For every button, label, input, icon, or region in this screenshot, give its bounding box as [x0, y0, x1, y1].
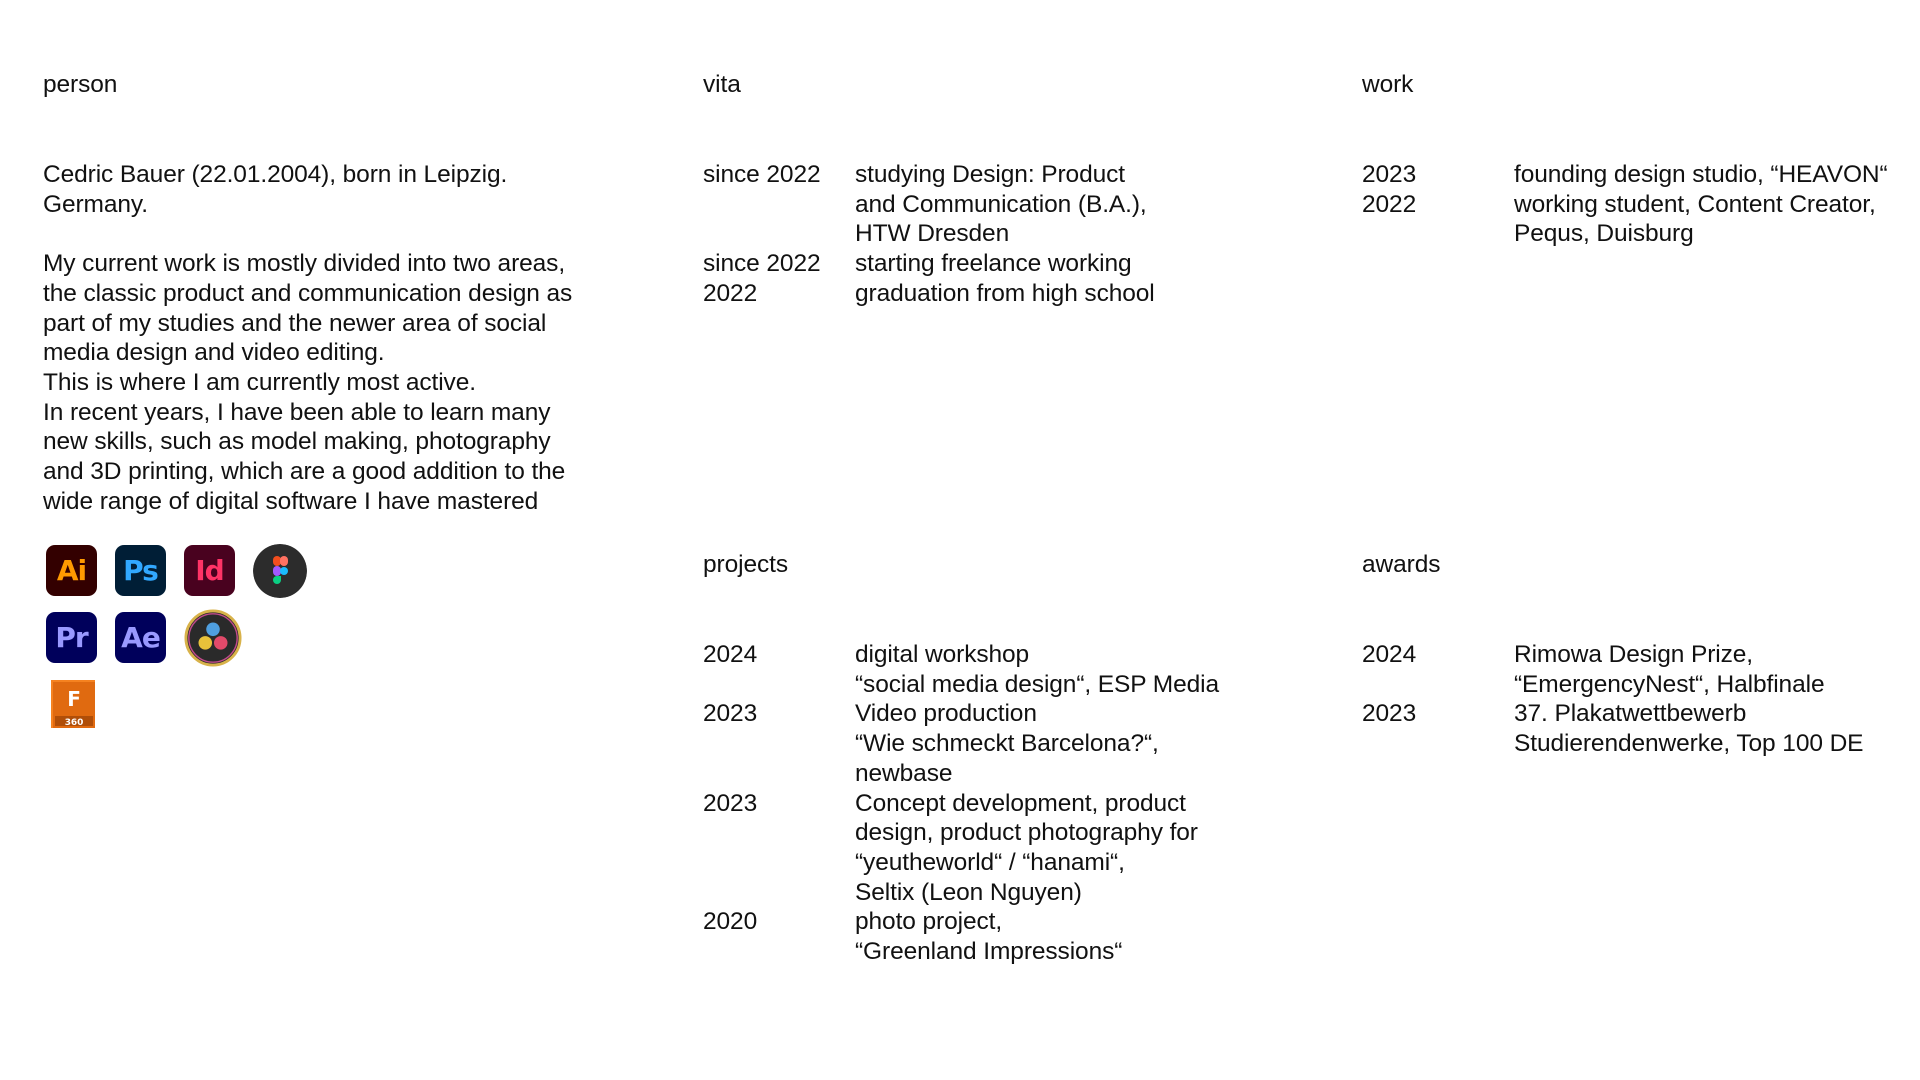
software-icon-row [46, 612, 336, 663]
award-entry [1362, 640, 1907, 699]
work-entry [1362, 160, 1907, 190]
work-year: 2023 [1362, 161, 1417, 188]
projects-list [703, 640, 1303, 967]
person-body-2: In recent years, I have been able to learn many new skills, such as model making, photography and 3D printing, which are a good addition to the wide range of digital software I have mastered [43, 398, 566, 515]
adobe-indesign-icon: Id [184, 545, 235, 596]
project-year: 2024 [703, 641, 758, 668]
davinci-resolve-icon [184, 609, 242, 667]
vita-year: since 2022 [703, 250, 821, 278]
work-desc: working student, Content Creator, Pequs, Duisburg [1514, 190, 1876, 248]
project-desc: photo project, “Greenland Impressions“ [855, 908, 1123, 966]
project-desc: Video production “Wie schmeckt Barcelona?“, newbase [855, 700, 1159, 787]
vita-entry [703, 160, 1303, 249]
vita-list [703, 160, 1303, 309]
fusion-360-letter: F [67, 686, 81, 711]
vita-heading: vita [703, 71, 741, 98]
project-year: 2020 [703, 908, 758, 936]
vita-desc: graduation from high school [855, 279, 1155, 307]
person-body-1: My current work is mostly divided into two areas, the classic product and communication design as part of my studies and the newer area of social media design and video editing. This is where I am currently most active. [43, 250, 573, 396]
project-entry [703, 907, 1303, 966]
award-desc: 37. Plakatwettbewerb Studierendenwerke, Top 100 DE [1514, 700, 1864, 758]
vita-year: since 2022 [703, 161, 821, 188]
adobe-premiere-pro-icon: Pr [46, 612, 97, 663]
project-desc: Concept development, product design, product photography for “yeutheworld“ / “hanami“, Seltix (Leon Nguyen) [855, 789, 1198, 906]
figma-icon [253, 544, 307, 598]
project-desc: digital workshop “social media design“, ESP Media [855, 641, 1220, 698]
work-desc: founding design studio, “HEAVON“ [1514, 161, 1888, 188]
work-list [1362, 160, 1907, 249]
person-intro: Cedric Bauer (22.01.2004), born in Leipzig. Germany. [43, 161, 508, 218]
vita-entry [703, 249, 1303, 279]
vita-desc: starting freelance working [855, 250, 1132, 278]
project-entry [703, 699, 1303, 788]
work-heading: work [1362, 71, 1414, 98]
fusion-360-icon [51, 680, 97, 730]
award-desc: Rimowa Design Prize, “EmergencyNest“, Halbfinale [1514, 641, 1825, 698]
award-year: 2023 [1362, 700, 1417, 728]
awards-heading: awards [1362, 551, 1441, 578]
vita-year: 2022 [703, 279, 758, 307]
awards-list [1362, 640, 1907, 759]
project-year: 2023 [703, 789, 758, 817]
vita-entry [703, 279, 1303, 309]
adobe-photoshop-icon: Ps [115, 545, 166, 596]
vita-desc: studying Design: Product and Communication (B.A.), HTW Dresden [855, 161, 1147, 248]
work-entry [1362, 190, 1907, 249]
adobe-illustrator-icon: Ai [46, 545, 97, 596]
project-year: 2023 [703, 700, 758, 728]
project-entry [703, 640, 1303, 699]
person-heading: person [43, 71, 118, 98]
person-text [43, 160, 603, 516]
software-icons [46, 545, 336, 746]
software-icon-row [46, 545, 336, 596]
award-year: 2024 [1362, 641, 1417, 668]
adobe-after-effects-icon: Ae [115, 612, 166, 663]
award-entry [1362, 699, 1907, 758]
work-year: 2022 [1362, 190, 1417, 218]
projects-heading: projects [703, 551, 788, 578]
project-entry [703, 789, 1303, 908]
fusion-360-sublabel: 360 [64, 717, 84, 728]
software-icon-row [46, 679, 336, 730]
